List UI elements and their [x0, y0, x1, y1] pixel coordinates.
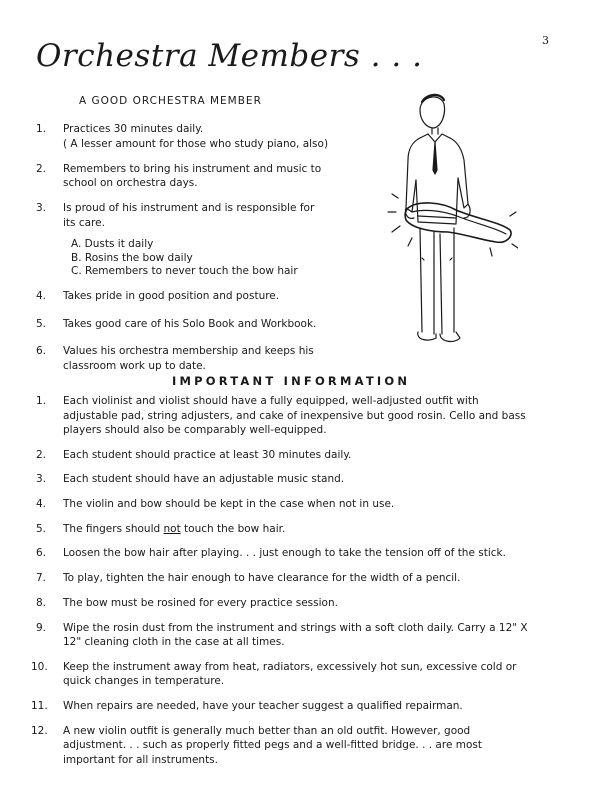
item-number: 11.	[31, 699, 48, 712]
list-item	[36, 289, 366, 304]
sub-list	[63, 238, 366, 279]
item-line: school on orchestra days.	[63, 177, 198, 189]
item-number: 2.	[36, 448, 47, 461]
item-number: 10.	[31, 660, 48, 673]
item-text-emphasis: not	[163, 522, 181, 535]
item-line: Practices 30 minutes daily.	[63, 123, 204, 135]
list-item	[36, 472, 532, 487]
list-item	[31, 660, 532, 689]
list-item	[36, 201, 366, 279]
list-item	[36, 497, 532, 512]
list-item	[31, 724, 532, 768]
item-text: To play, tighten the hair enough to have clearance for the width of a pencil.	[63, 572, 461, 585]
sub-item: A. Dusts it daily	[71, 238, 154, 250]
item-text: Each violinist and violist should have a fully equipped, well-adjusted outfit with adjustable pad, string adjusters, and cake of inexpensive but good rosin. Cello and bass players should also be comparably well-equipped.	[63, 395, 526, 436]
item-text: The violin and bow should be kept in the case when not in use.	[63, 498, 395, 511]
list-item	[36, 596, 532, 611]
item-line: Is proud of his instrument and is responsible for	[63, 202, 315, 214]
item-number: 12.	[31, 724, 48, 737]
item-number: 1.	[36, 123, 47, 135]
list-item	[36, 621, 532, 650]
info-list	[31, 394, 532, 777]
item-number: 6.	[36, 345, 47, 357]
item-line: its care.	[63, 216, 105, 229]
item-text: The bow must be rosined for every practice session.	[63, 596, 338, 609]
man-with-violin-case-illustration	[382, 88, 518, 354]
list-item	[36, 394, 532, 438]
item-number: 4.	[36, 498, 47, 511]
item-number: 6.	[36, 547, 47, 560]
sub-item: C. Remembers to never touch the bow hair	[71, 265, 298, 277]
item-line: Values his orchestra membership and keeps his	[63, 345, 314, 357]
item-line: ( A lesser amount for those who study piano, also)	[63, 137, 329, 150]
item-number: 3.	[36, 473, 47, 486]
list-item	[36, 162, 366, 191]
important-heading: IMPORTANT INFORMATION	[172, 374, 411, 388]
item-text: Each student should have an adjustable music stand.	[63, 473, 345, 486]
page-number: 3	[542, 34, 549, 47]
item-number: 2.	[36, 162, 47, 175]
item-line: Takes good care of his Solo Book and Workbook.	[63, 317, 317, 330]
page-title: Orchestra Members . . .	[36, 38, 423, 74]
item-text: Wipe the rosin dust from the instrument and strings with a soft cloth daily. Carry a 12" X 12" cleaning cloth in the case at all times.	[63, 621, 528, 648]
list-item	[36, 317, 366, 332]
sub-item: B. Rosins the bow daily	[71, 251, 193, 264]
list-item	[36, 122, 366, 151]
item-line: classroom work up to date.	[63, 359, 206, 372]
subheading: A GOOD ORCHESTRA MEMBER	[79, 95, 262, 107]
item-line: Remembers to bring his instrument and music to	[63, 162, 322, 175]
list-item	[36, 344, 366, 373]
item-text: Each student should practice at least 30 minutes daily.	[63, 448, 352, 461]
item-text: When repairs are needed, have your teacher suggest a qualified repairman.	[63, 699, 463, 712]
list-item	[36, 522, 532, 537]
list-item	[36, 448, 532, 463]
item-text: Loosen the bow hair after playing. . . just enough to take the tension off of the stick.	[63, 547, 506, 560]
item-number: 9.	[36, 621, 47, 634]
list-item	[31, 699, 532, 714]
item-number: 5.	[36, 522, 47, 535]
item-number: 3.	[36, 202, 47, 214]
item-number: 5.	[36, 317, 47, 330]
item-text: Keep the instrument away from heat, radiators, excessively hot sun, excessive cold or quick changes in temperature.	[63, 660, 517, 688]
list-item	[36, 546, 532, 561]
item-text: A new violin outfit is generally much better than an old outfit. However, good adjustment. . . such as properly fitted pegs and a well-fitted bridge. . . are most important for all instruments.	[63, 724, 482, 766]
item-number: 4.	[36, 290, 47, 302]
item-text-post: touch the bow hair.	[180, 522, 286, 535]
item-number: 8.	[36, 596, 47, 609]
item-number: 1.	[36, 395, 47, 407]
list-item	[36, 571, 532, 586]
item-number: 7.	[36, 572, 47, 585]
item-text-pre: The fingers should	[63, 522, 164, 535]
item-line: Takes pride in good position and posture.	[63, 290, 280, 302]
member-list	[36, 122, 366, 384]
